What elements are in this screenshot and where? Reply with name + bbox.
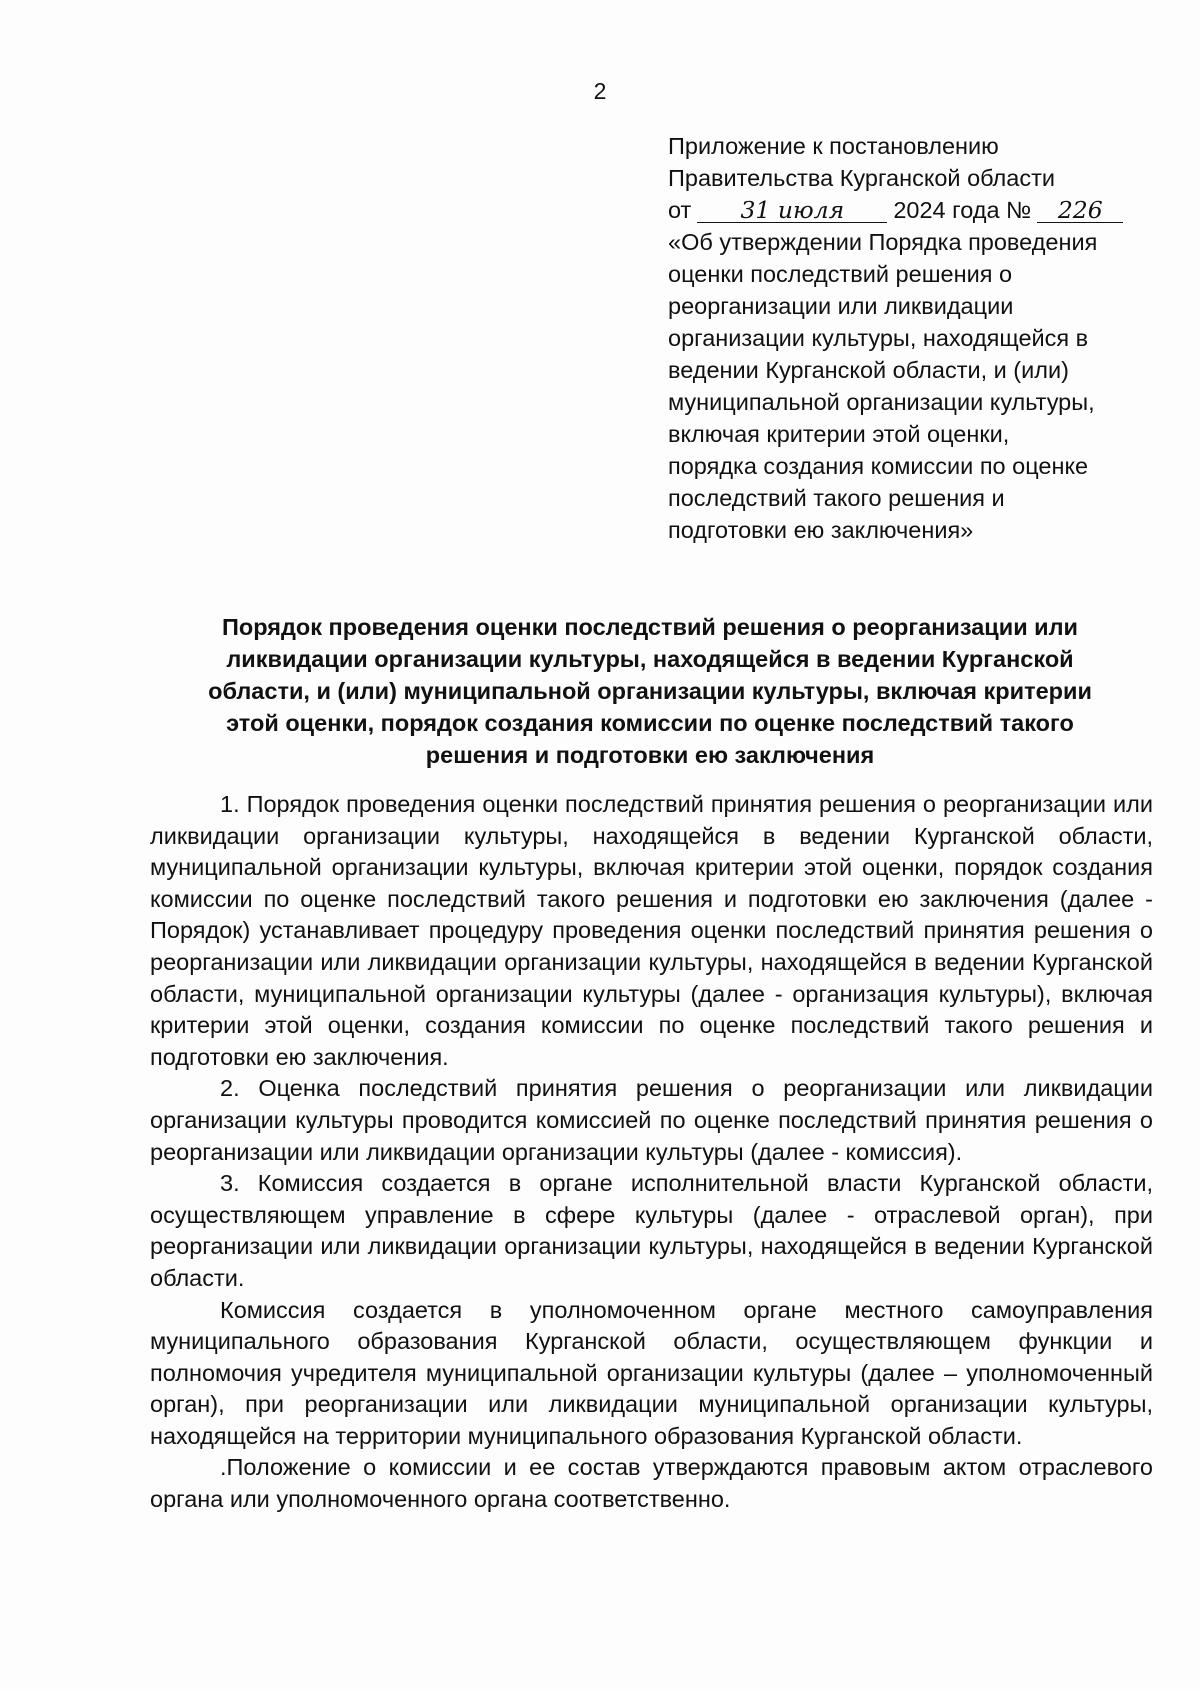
appendix-line: реорганизации или ликвидации	[668, 293, 1014, 319]
title-line: области, и (или) муниципальной организации культуры, включая критерии	[208, 678, 1092, 704]
handwritten-date: 31 июля	[697, 198, 887, 223]
document-body	[150, 789, 1153, 1516]
title-line: Порядок проведения оценки последствий решения о реорганизации или	[221, 614, 1078, 640]
paragraph: 3. Комиссия создается в органе исполнительной власти Курганской области, осуществляющем управление в сфере культуры (далее - отраслевой орган), при реорганизации или ликвидации организации культуры, находящейся в ведении Курганской области.	[150, 1170, 1153, 1291]
appendix-header	[668, 130, 1168, 546]
appendix-date-prefix: от	[668, 197, 692, 223]
handwritten-number: 226	[1037, 198, 1123, 223]
paragraph: 1. Порядок проведения оценки последствий принятия решения о реорганизации или ликвидации организации культуры, находящейся в ведении Курганской области, муниципальной организации культуры, включая критерии этой оценки, порядок создания комиссии по оценке последствий такого решения и подготовки ею заключения (далее - Порядок) устанавливает процедуру проведения оценки последствий принятия решения о реорганизации или ликвидации организации культуры, находящейся в ведении Курганской области, муниципальной организации культуры (далее - организация культуры), включая критерии этой оценки, создания комиссии по оценке последствий такого решения и подготовки ею заключения.	[150, 791, 1153, 1070]
appendix-line: Правительства Курганской области	[668, 165, 1055, 191]
appendix-line: муниципальной организации культуры,	[668, 389, 1095, 415]
paragraph: Комиссия создается в уполномоченном органе местного самоуправления муниципального образования Курганской области, осуществляющем функции и полномочия учредителя муниципальной организации культуры (далее – уполномоченный орган), при реорганизации или ликвидации муниципальной организации культуры, находящейся на территории муниципального образования Курганской области.	[150, 1296, 1153, 1449]
appendix-date-line	[668, 194, 1168, 226]
page-number: 2	[593, 78, 607, 104]
paragraph: 2. Оценка последствий принятия решения о реорганизации или ликвидации организации культуры проводится комиссией по оценке последствий принятия решения о реорганизации или ликвидации организации культуры (далее - комиссия).	[150, 1075, 1153, 1165]
appendix-line: порядка создания комиссии по оценке	[668, 453, 1089, 479]
appendix-line: ведении Курганской области, и (или)	[668, 357, 1069, 383]
appendix-year-label: 2024 года №	[893, 197, 1032, 223]
appendix-line: оценки последствий решения о	[668, 261, 1013, 287]
appendix-line: Приложение к постановлению	[668, 133, 999, 159]
appendix-line: организации культуры, находящейся в	[668, 325, 1089, 351]
appendix-line: подготовки ею заключения»	[668, 517, 974, 543]
title-line: решения и подготовки ею заключения	[425, 742, 875, 768]
title-line: ликвидации организации культуры, находящейся в ведении Курганской	[226, 646, 1074, 672]
title-line: этой оценки, порядок создания комиссии по оценке последствий такого	[226, 710, 1074, 736]
appendix-line: включая критерии этой оценки,	[668, 421, 1010, 447]
appendix-line: последствий такого решения и	[668, 485, 1005, 511]
document-title	[150, 611, 1150, 771]
appendix-line: «Об утверждении Порядка проведения	[668, 229, 1098, 255]
paragraph: .Положение о комиссии и ее состав утверждаются правовым актом отраслевого органа или уполномоченного органа соответственно.	[150, 1454, 1153, 1513]
